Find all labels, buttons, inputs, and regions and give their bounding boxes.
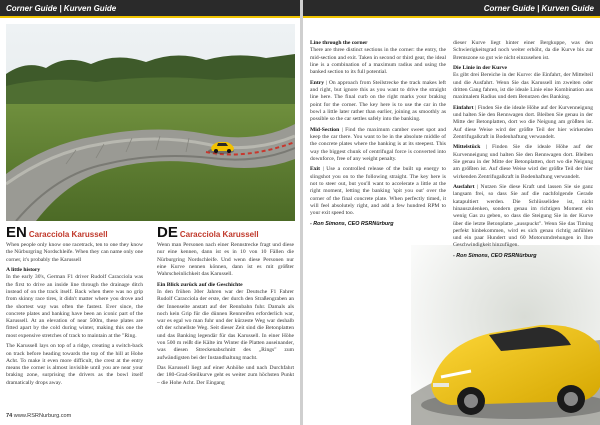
de-text-column — [157, 242, 294, 390]
de-continued-intro: dieser Kurve liegt hinter einer Bergkuppe, was den Schwierigkeitsgrad noch weiter erhöht, da die Kurve bis zur Bremszone so gut wie nicht einzusehen ist. — [453, 40, 593, 61]
page-number: 74 — [6, 413, 13, 419]
en-intro: When people only know one racetrack, ten to one they know the Nürburgring Nordschleife. When they can name only one corner, it's probably the Karussell — [6, 242, 143, 263]
en-line-body: There are three distinct sections in the corner: the entry, the mid-section and exit. Taken in second or third gear, the ideal line is a combination of a maximum radius and using the banked section to its full potential. — [310, 47, 446, 76]
en-language-label: EN — [6, 224, 27, 241]
en-entry-tag: Entry — [310, 79, 324, 86]
yellow-car-photo — [411, 245, 600, 425]
de-section-heading — [157, 226, 259, 240]
de-entry-paragraph: Einfahrt | Finden Sie die ideale Höhe auf der Kurvenneigung und halten Sie den Rennwagen dort. Bleiben Sie genau in der Mitte der Betonplatten, dort wo die Neigung am größten ist. Auf diese Weise wird der größte Teil der hier wirkenden Zentrifugalkraft in Bodenhaftung verwandelt. — [453, 104, 593, 140]
de-language-label: DE — [157, 224, 178, 241]
de-section-title: Caracciola Karussell — [179, 230, 259, 239]
de-mid-paragraph: Mittelstück | Finden Sie die ideale Höhe auf der Kurvenneigung und halten Sie den Rennwagen dort. Bleiben Sie genau in der Mitte der Betonplatten, dort wo die Neigung am größten ist. Auf diese Weise wird der größte Teil der hier wirkenden Zentrifugalkraft in Bodenhaftung verwandelt. — [453, 144, 593, 180]
en-line-heading: Line through the corner — [310, 40, 368, 46]
en-section-title: Caracciola Karussell — [28, 230, 108, 239]
de-exit-body: Nutzen Sie diese Kraft und lassen Sie sie ganz langsam frei, so dass Sie auf die nachfolgende Gerade katapultiert werden. Die Schlüsselidee ist, nicht hinauszulenken, sondern genau im richtigen Moment ein wenig Gas zu geben, so dass die Steigung Sie in der Kurve über die letzte Betonplatte „ausspuckt". Wenn Sie das Timing perfekt hinbekommen, wird es sich genau richtig anfühlen und ein paar Hundert und 60 Motorumdrehungen in Ihre Geschwindigkeit hinzufügen. — [453, 184, 593, 249]
en-history-paragraph-1: In the early 30's, German F1 driver Rudolf Caracciola was the first to drive an inside line through the drainage ditch instead of on the track itself. Back when there was no grip from skinny race tires, it didn't matter where you drove and the shortest way was often the fastest. Ever since, the concrete plates and banking have been an iconic part of the Karussell. At an elevation of near 500m, these plates are fitted apart by the cold during winter, making this one the most expensive stretches of track to maintain at the "Ring. — [6, 274, 143, 339]
left-header-bar — [0, 0, 300, 16]
de-exit-tag: Ausfahrt — [453, 184, 475, 191]
de-entry-body: Finden Sie die ideale Höhe auf der Kurvenneigung und halten Sie den Rennwagen dort. Bleiben Sie genau in der Mitte der Betonplatten, dort wo die Neigung am größten ist. Auf diese Weise wird der größte Teil der hier wirkenden Zentrifugalkraft in Bodenhaftung verwandelt. — [453, 104, 593, 140]
right-header-title: Corner Guide | Kurven Guide — [483, 3, 594, 13]
de-line-body: Es gibt drei Bereiche in der Kurve: die Einfahrt, der Mittelteil und die Ausfahrt. Wenn Sie das Karussell im zweiten oder dritten Gang fahren, ist die ideale Linie eine Kombination aus maximalem Radius und dem Benutzen des Banking. — [453, 72, 593, 101]
en-mid-tag: Mid-Section — [310, 126, 340, 133]
de-entry-tag: Einfahrt — [453, 104, 474, 111]
de-mid-body: Finden Sie die ideale Höhe auf der Kurvenneigung und halten Sie den Rennwagen dort. Bleiben Sie genau in der Mitte der Betonplatten, dort wo die Neigung am größten ist. Auf diese Weise wird der größte Teil der hier wirkenden Zentrifugalkraft in Bodenhaftung verwandelt. — [453, 144, 593, 180]
de-history-heading: Ein Blick zurück auf die Geschichte — [157, 281, 243, 288]
en-exit-tag: Exit — [310, 166, 320, 173]
right-header-accent — [303, 16, 600, 18]
right-header-bar — [303, 0, 600, 16]
right-en-column — [310, 40, 446, 231]
de-history-paragraph-1: In den frühen 30er Jahren war der Deutsche F1 Fahrer Rudolf Caracciola der erste, der durch den Straßengraben an der Innenseite anstatt auf der Rennbahn fuhr. Damals als noch kein Grip für die dünnen Rennreifen erforderlich war, war es egal wo man fuhr und der kürzeste Weg war deshalb oft der schnellste Weg. Seit dieser Zeit sind die Betonplatten und das Banking legendär für das Karussell. In einer Höhe von 500 m reißt die Kälte im Winter die Platten auseinander, was diesen Streckenabschnitt des „Rings" zum aufwändigsten bei der Instandhaltung macht. — [157, 288, 294, 361]
page-footer — [6, 413, 71, 419]
de-exit-paragraph: Ausfahrt | Nutzen Sie diese Kraft und lassen Sie sie ganz langsam frei, so dass Sie auf die nachfolgende Gerade katapultiert werden. Die Schlüsselidee ist, nicht hinauszulenken, sondern genau im richtigen Moment ein wenig Gas zu geben, so dass die Steigung Sie in der Kurve über die letzte Betonplatte „ausspuckt". Wenn Sie das Timing perfekt hinbekommen, wird es sich genau richtig anfühlen und ein paar Hundert und 60 Motorumdrehungen in Ihre Geschwindigkeit hinzufügen. — [453, 184, 593, 249]
en-quote: - Ron Simons, CEO RSRNürburg — [310, 220, 394, 227]
de-mid-tag: Mittelstück — [453, 144, 481, 151]
right-page — [303, 0, 600, 425]
en-history-paragraph-2: The Karussell lays on top of a ridge, creating a switch-back on track before heading towards the top of the hill at Hohe Acht. To make it even more difficult, the crest at the entry means the corner is almost invisible until you are near your braking zone, surprising the drivers as the bowl itself dramatically drops away. — [6, 343, 143, 386]
en-entry-body: On approach from Steilstrecke the track makes left and right, but ignore this as you want to drive the straight line here. The final curb on the right marks your braking point for the corner. The key here is to use the car in the bowl a little later rather than earlier, joining as smoothly as possible so the car settles safely into the banking. — [310, 79, 446, 123]
de-quote: - Ron Simons, CEO RSRNürburg — [453, 252, 537, 259]
en-exit-body: Use a controlled release of the built up energy to slingshot you on to the following straight. The key here is not to steer out, but you'll want to accelerate a little at the right moment, letting the banking 'spit you out' over the corner of the final concrete plate. When perfectly timed, it will feel absolutely right, and add a few hundred RPM to your exit speed too. — [310, 166, 446, 217]
en-mid-paragraph: Mid-Section | Find the maximum camber sweet spot and keep the car there. You want to be in the absolute middle of the concrete plates where the banking is at its steepest. This way the biggest chunk of centrifugal force is converted into downforce, free of any weight penalty. — [310, 126, 447, 162]
en-exit-paragraph: Exit | Use a controlled release of the built up energy to slingshot you on to the following straight. The key here is not to steer out, but you'll want to accelerate a little at the right moment, letting the banking 'spit you out' over the corner of the final concrete plate. When perfectly timed, it will feel absolutely right, and add a few hundred RPM to your exit speed too. — [310, 166, 446, 217]
en-mid-body: Find the maximum camber sweet spot and keep the car there. You want to be in the absolute middle of the concrete plates where the banking is at its steepest. This way the biggest chunk of centrifugal force is converted into downforce, free of any weight penalty. — [310, 126, 447, 162]
en-section-heading — [6, 226, 108, 240]
right-de-column — [453, 40, 593, 263]
de-intro: Wenn man Personen nach einer Rennstrecke fragt und diese nur eine kennen, dann ist es in 10 von 10 Fällen die Nürburgring Nordschleife. Und wenn diese Personen nur eine Kurve nennen können, dann ist es mit größter Wahrscheinlichkeit das Karussell. — [157, 242, 294, 278]
de-line-heading: Die Linie in der Kurve — [453, 65, 507, 72]
karussell-track-photo — [6, 24, 295, 221]
en-entry-paragraph: Entry | On approach from Steilstrecke the track makes left and right, but ignore this as you want to drive the straight line here. The final curb on the right marks your braking point for the corner. The key here is to use the car in the bowl a little later rather than earlier, joining as smoothly as possible so the car settles safely into the banking. — [310, 79, 446, 123]
left-header-accent — [0, 16, 300, 18]
de-history-paragraph-2: Das Karussell liegt auf einer Anhöhe und nach Durchfahrt der 180-Grad-Steilkurve geht es weiter zum höchsten Punkt – die Hohe Acht. Der Eingang — [157, 365, 294, 386]
footer-website: www.RSRNurburg.com — [13, 413, 72, 419]
en-history-heading: A little history — [6, 267, 41, 274]
en-text-column — [6, 242, 143, 390]
left-header-title: Corner Guide | Kurven Guide — [6, 3, 117, 13]
